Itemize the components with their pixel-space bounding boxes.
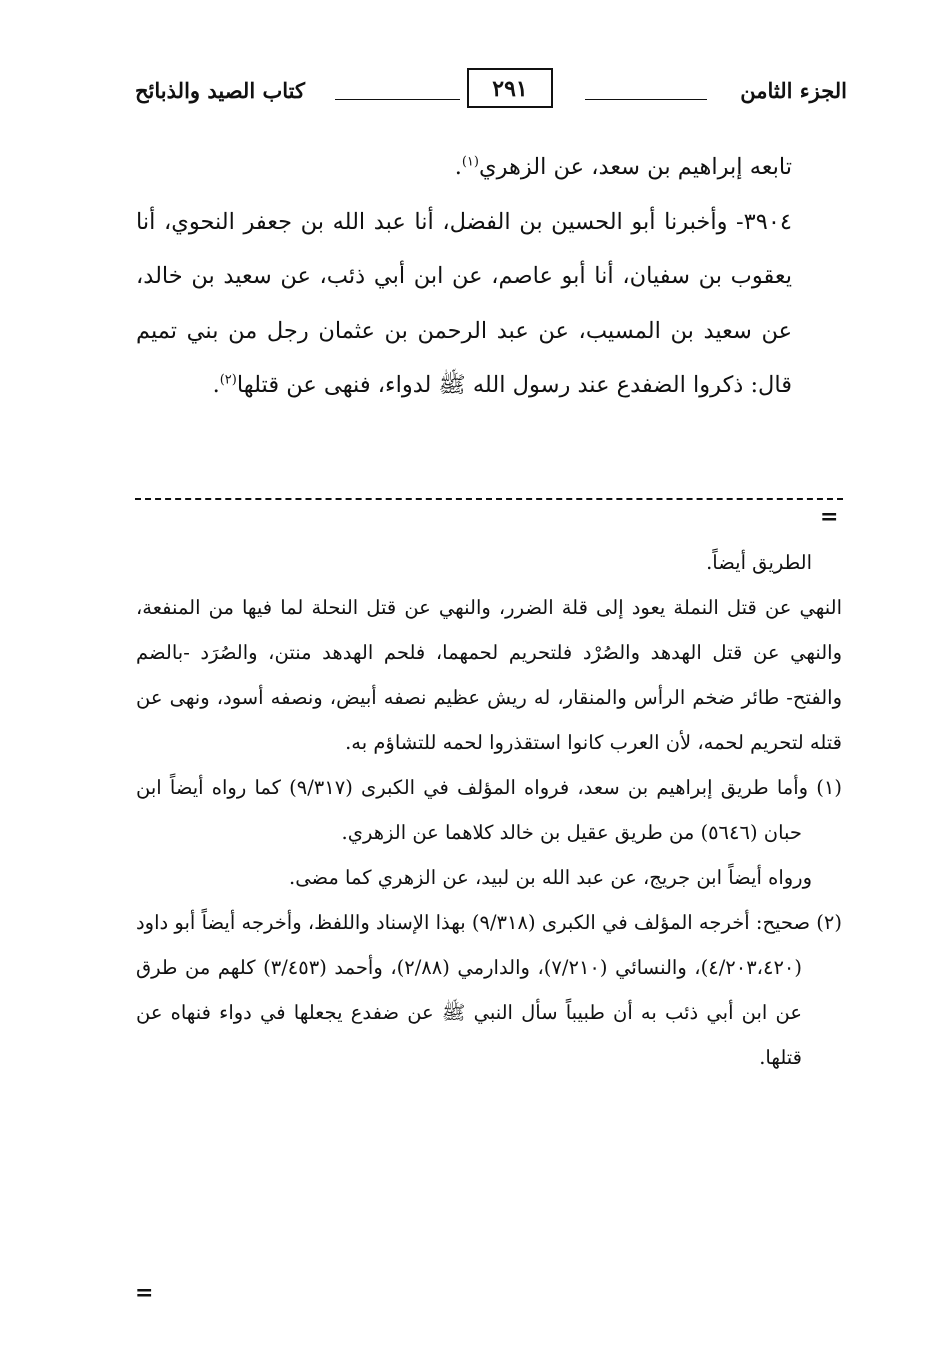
main-line-1: تابعه إبراهيم بن سعد، عن الزهري$^{(١)}$.	[454, 154, 792, 180]
footnote-separator	[135, 498, 843, 500]
header-rule-left	[335, 99, 460, 100]
footnote-ref-2: (٢)	[219, 372, 237, 388]
hadith-text: ٣٩٠٤- وأخبرنا أبو الحسين بن الفضل، أنا عبد الله بن جعفر النحوي، أنا يعقوب بن سفيان، أنا أبو عاصم، عن ابن أبي ذئب، عن سعيد بن خالد، عن سعيد بن المسيب، عن عبد الرحمن بن عثمان رجل من بني تميم قال: ذكروا الضفدع عند رسول الله ﷺ لدواء، فنهى عن قتلها	[136, 208, 792, 398]
page-header	[135, 66, 847, 116]
book-title: كتاب الصيد والذبائح	[135, 78, 305, 103]
part-title: الجزء الثامن	[740, 78, 847, 103]
footnote-ref-1: (١)	[461, 154, 479, 170]
footnote-1-extra: ورواه أيضاً ابن جريج، عن عبد الله بن لبيد، عن الزهري كما مضى.	[289, 866, 812, 889]
footnotes	[136, 540, 842, 1080]
main-line-1-text: تابعه إبراهيم بن سعد، عن الزهري	[478, 154, 792, 180]
continuation-mark-top: =	[820, 504, 839, 530]
main-text	[136, 140, 842, 413]
footnote-continuation-1: الطريق أيضاً.	[706, 551, 812, 574]
footnote-2: (٢) صحيح: أخرجه المؤلف في الكبرى (٩/٣١٨) بهذا الإسناد واللفظ، وأخرجه أيضاً أبو داود (٤/٢٠٣،٤٢٠)، والنسائي (٧/٢١٠)، والدارمي (٢/٨٨)، وأحمد (٣/٤٥٣) كلهم من طرق عن ابن أبي ذئب به أن طبيباً سأل النبي ﷺ عن ضفدع يجعلها في دواء فنهاه عن قتلها.	[136, 911, 843, 1069]
header-rule-right	[585, 99, 707, 100]
page-number: ٢٩١	[467, 68, 553, 108]
footnote-continuation-2: النهي عن قتل النملة يعود إلى قلة الضرر، والنهي عن قتل النحلة لما فيها من المنفعة، والنهي عن قتل الهدهد والصُرْد فلتحريم لحمهما، فلحم الهدهد منتن، والصُرَد -بالضم والفتح- طائر ضخم الرأس والمنقار، له ريش عظيم نصفه أبيض، ونصفه أسود، ونهى عن قتله لتحريم لحمه، لأن العرب كانوا استقذروا لحمه للتشاؤم به.	[136, 596, 842, 754]
hadith-paragraph: ٣٩٠٤- وأخبرنا أبو الحسين بن الفضل، أنا عبد الله بن جعفر النحوي، أنا يعقوب بن سفيان، أنا أبو عاصم، عن ابن أبي ذئب، عن سعيد بن خالد، عن سعيد بن المسيب، عن عبد الرحمن بن عثمان رجل من بني تميم قال: ذكروا الضفدع عند رسول الله ﷺ لدواء، فنهى عن قتلها$^{(٢)}$.	[136, 208, 792, 398]
footnote-1: (١) وأما طريق إبراهيم بن سعد، فرواه المؤلف في الكبرى (٩/٣١٧) كما رواه أيضاً ابن حبان (٥٦٤٦) من طريق عقيل بن خالد كلاهما عن الزهري.	[136, 776, 842, 844]
continuation-mark-bottom: =	[135, 1280, 154, 1306]
